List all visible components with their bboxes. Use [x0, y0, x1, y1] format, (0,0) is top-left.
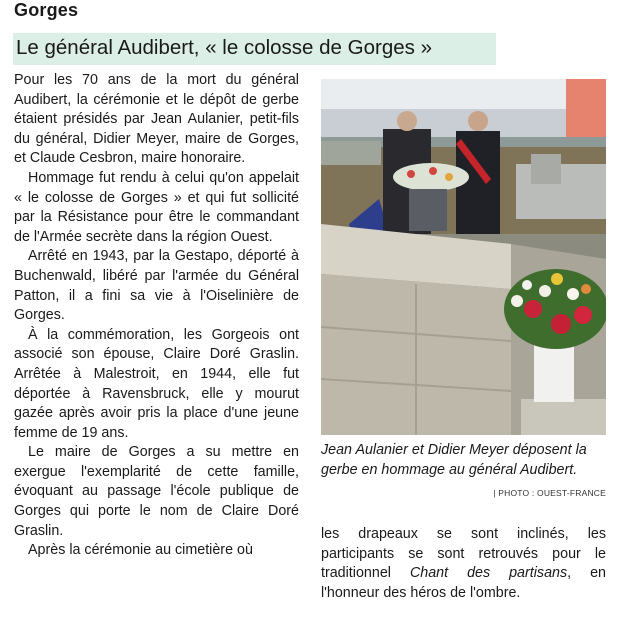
section-rubric: Gorges — [14, 0, 79, 20]
paragraph-5: Le maire de Gorges a su mettre en exergue l'exemplarité de cette famille, évoquant au passage l'école publique de Gorges qui porte le nom de Claire Doré Graslin. — [14, 444, 299, 539]
caption-text: Jean Aulanier et Didier Meyer déposent la gerbe en hommage au général Audibert. — [321, 442, 587, 478]
paragraph-1: Pour les 70 ans de la mort du général Audibert, la cérémonie et le dépôt de gerbe étaient présidés par Jean Aulanier, petit-fils du général, Didier Meyer, maire de Gorges, et Claude Cesbron, maire honoraire. — [14, 72, 299, 167]
ceremony-photo — [321, 79, 606, 435]
paragraph-2: Hommage fut rendu à celui qu'on appelait « le colosse de Gorges » et qui fut sollicité par la Résistance pour être le commandant de l'Armée secrète dans la région Ouest. — [14, 169, 299, 245]
article-body-right — [321, 525, 606, 603]
paragraph-6: Après la cérémonie au cimetière où — [28, 542, 253, 559]
song-title: Chant des partisans — [409, 565, 568, 582]
paragraph-4: À la commémoration, les Gorgeois ont associé son épouse, Claire Doré Graslin. Arrêtée à Malestroit, en 1944, elle fut déportée à Ravensbruck, elle y mourut gazée après avoir pris la place d'une jeune femme de 19 ans. — [14, 326, 299, 441]
photo-caption — [321, 441, 606, 480]
closing-paragraph — [321, 525, 606, 603]
paragraph-3: Arrêté en 1943, par la Gestapo, déporté à Buchenwald, libéré par l'armée du Général Patton, il a fini sa vie à l'Oiselinière de Gorges. — [14, 248, 299, 324]
article-body-left — [14, 71, 299, 561]
photo-credit: | PHOTO : OUEST-FRANCE — [493, 488, 606, 498]
closing-text-end: , en l'honneur des héros de l'ombre. — [321, 565, 606, 601]
closing-text-start: les drapeaux se sont inclinés, les participants se sont retrouvés pour le traditionnel — [321, 526, 606, 582]
article-headline: Le général Audibert, « le colosse de Gorges » — [16, 36, 432, 59]
